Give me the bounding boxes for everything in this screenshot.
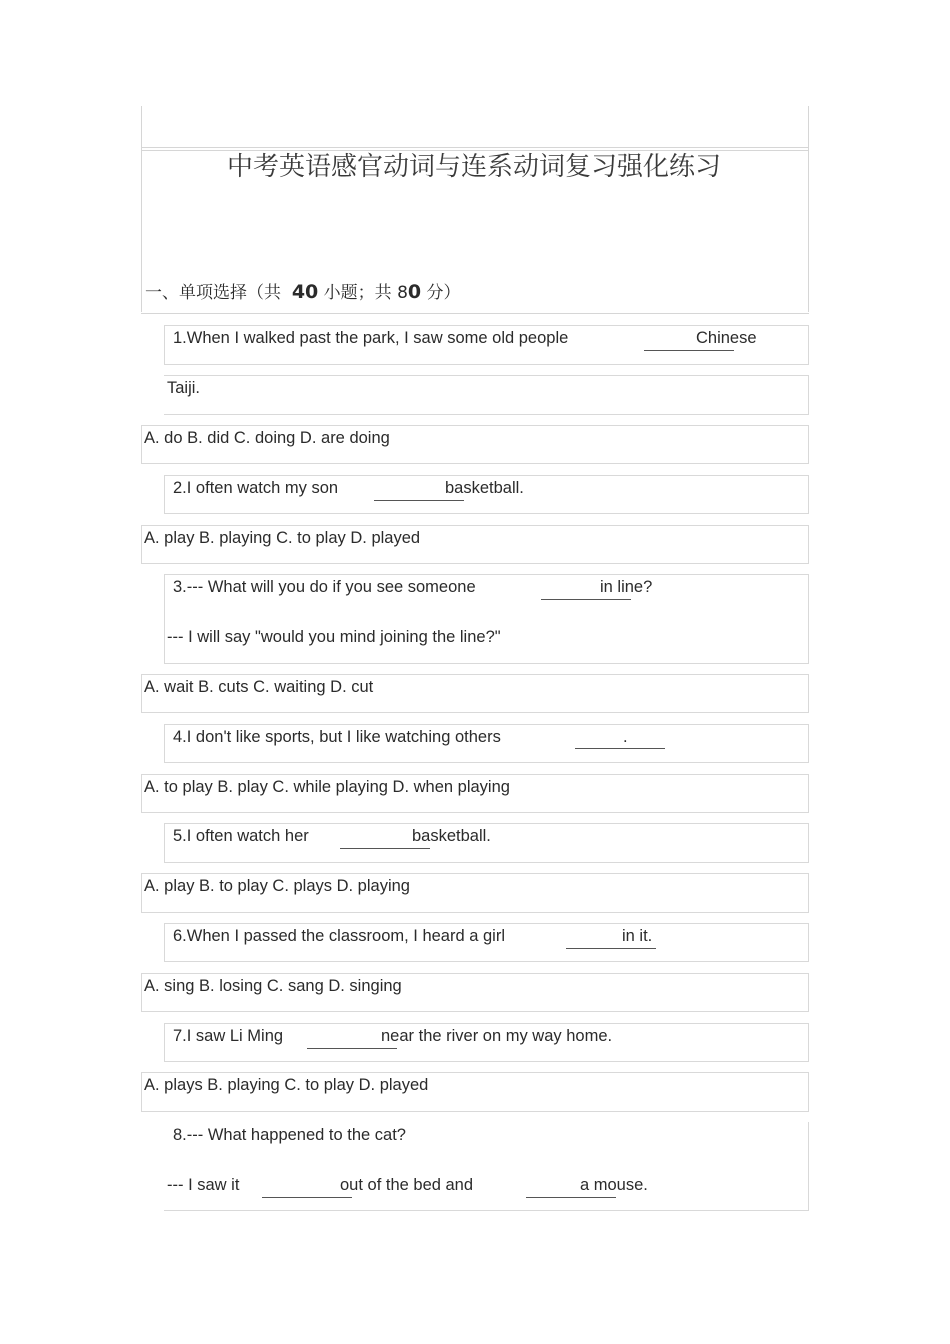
answer-blank[interactable] (374, 500, 464, 501)
question-tail: . (623, 728, 628, 746)
answer-blank[interactable] (262, 1197, 352, 1198)
section-points: 0 (407, 281, 422, 303)
answer-blank[interactable] (541, 599, 631, 600)
section-suffix: 分） (426, 283, 461, 303)
question-tail: Chinese (696, 329, 757, 347)
question-tail: basketball. (412, 827, 491, 845)
question-text: 8.--- What happened to the cat? (173, 1126, 406, 1144)
answer-blank[interactable] (575, 748, 665, 749)
question-text: 2.I often watch my son (173, 479, 339, 497)
question-text: Taiji. (167, 379, 201, 397)
question-text: 6.When I passed the classroom, I heard a girl (173, 927, 505, 945)
answer-options: A. sing B. losing C. sang D. singing (144, 977, 402, 995)
question-text: 3.--- What will you do if you see someone (173, 578, 476, 596)
question-text: 7.I saw Li Ming (173, 1027, 284, 1045)
frame-left (141, 106, 142, 312)
answer-blank[interactable] (340, 848, 430, 849)
answer-options: A. to play B. play C. while playing D. when playing (144, 778, 510, 796)
frame-right (808, 106, 809, 312)
question-text: --- I will say "would you mind joining the line?" (167, 628, 501, 646)
question-text: 1.When I walked past the park, I saw some old people (173, 329, 569, 347)
answer-options: A. play B. playing C. to play D. played (144, 529, 421, 547)
question-tail: a mouse. (580, 1176, 648, 1194)
answer-blank[interactable] (307, 1048, 397, 1049)
page-title: 中考英语感官动词与连系动词复习强化练习 (226, 152, 721, 182)
answer-blank[interactable] (566, 948, 656, 949)
question-tail: near the river on my way home. (381, 1027, 613, 1045)
answer-options: A. do B. did C. doing D. are doing (144, 429, 390, 447)
question-tail: in line? (600, 578, 653, 596)
question-box (164, 375, 809, 415)
answer-blank[interactable] (644, 350, 734, 351)
section-prefix: 一、单项选择（共 (145, 283, 281, 303)
section-count: 40 (291, 281, 319, 303)
answer-options: A. wait B. cuts C. waiting D. cut (144, 678, 374, 696)
frame-rule (141, 313, 809, 314)
answer-blank[interactable] (526, 1197, 616, 1198)
question-tail: in it. (622, 927, 653, 945)
answer-options: A. plays B. playing C. to play D. played (144, 1076, 429, 1094)
section-mid: 小题；共 8 (323, 283, 408, 303)
question-tail: basketball. (445, 479, 524, 497)
section-heading (145, 278, 461, 303)
answer-options: A. play B. to play C. plays D. playing (144, 877, 410, 895)
question-text: --- I saw it (167, 1176, 240, 1194)
question-text: 4.I don't like sports, but I like watching others (173, 728, 501, 746)
question-tail: out of the bed and (340, 1176, 474, 1194)
question-text: 5.I often watch her (173, 827, 309, 845)
